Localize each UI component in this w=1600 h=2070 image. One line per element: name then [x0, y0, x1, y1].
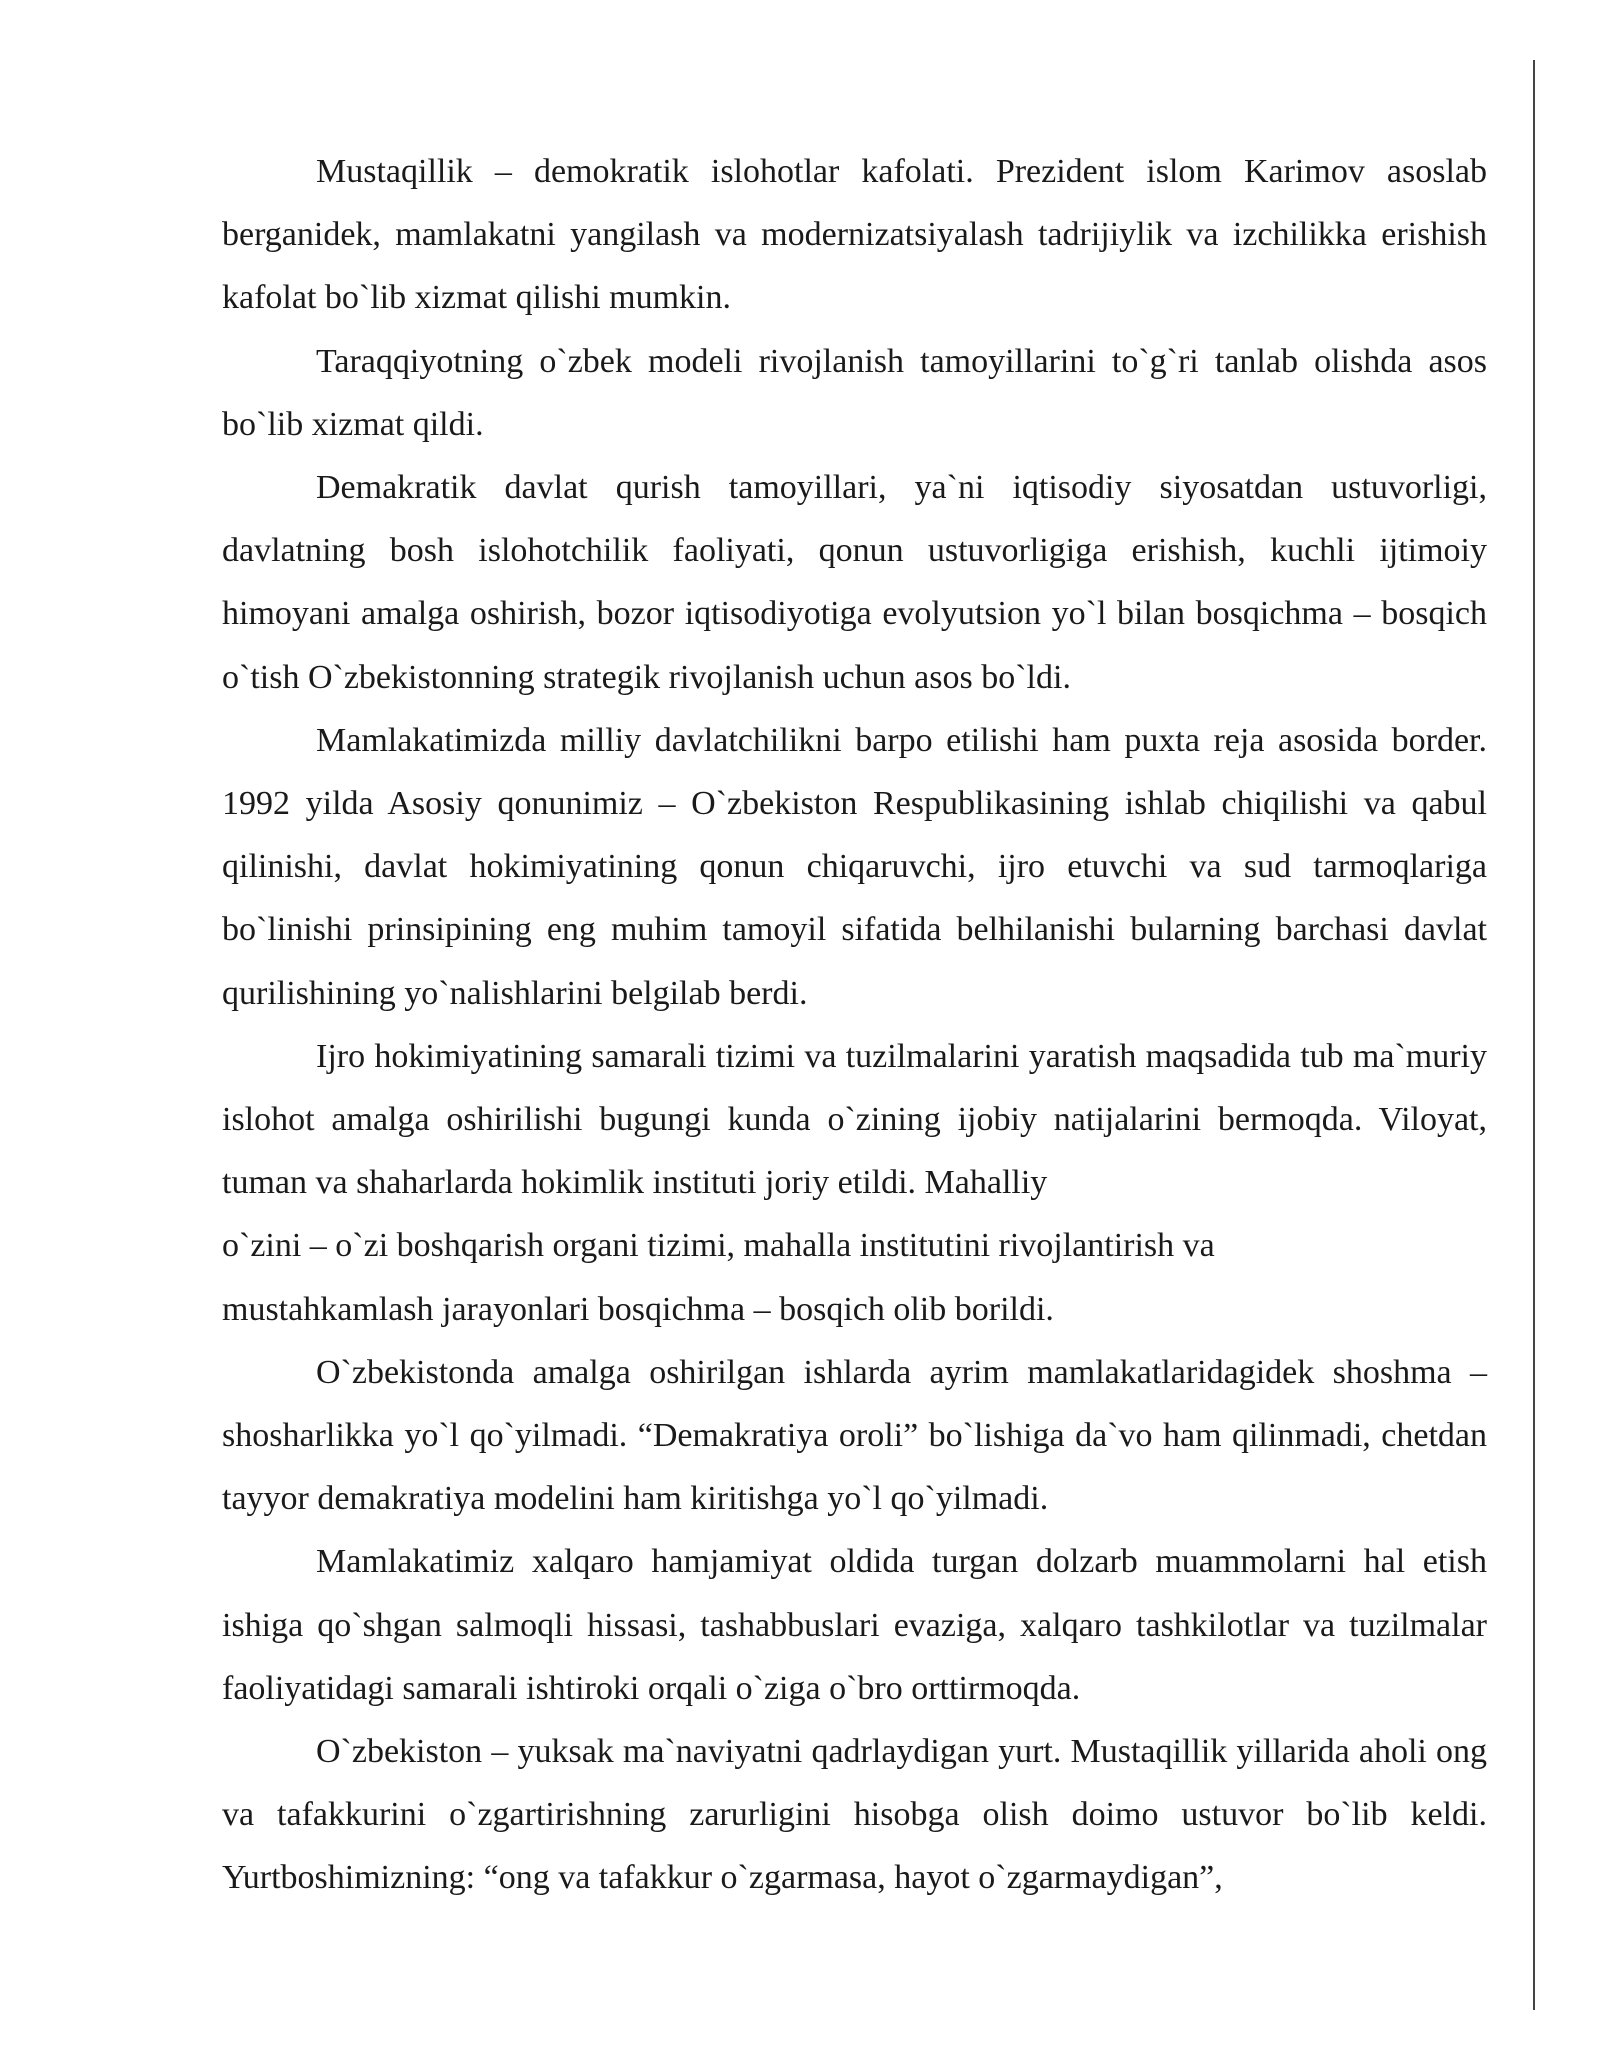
paragraph-demakratik-davlat: Demakratik davlat qurish tamoyillari, ya`ni iqtisodiy siyosatdan ustuvorligi, davlatning bosh islohotchilik faoliyati, qonun ustuvorligiga erishish, kuchli ijtimoiy himoyani amalga oshirish, bozor iqtisodiyotiga evolyutsion yo`l bilan bosqichma – bosqich o`tish O`zbekistonning strategik rivojlanish uchun asos bo`ldi.	[222, 469, 1487, 696]
paragraph-ijro-hokimiyati: Ijro hokimiyatining samarali tizimi va tuzilmalarini yaratish maqsadida tub ma`muriy islohot amalga oshirilishi bugungi kunda o`zining ijobiy natijalarini bermoqda. Viloyat, tuman va shaharlarda hokimlik instituti joriy etildi. Mahalliy	[222, 1037, 1487, 1202]
paragraph-mustaqillik: Mustaqillik – demokratik islohotlar kafolati. Prezident islom Karimov asoslab berganidek, mamlakatni yangilash va modernizatsiyalash tadrijiylik va izchilikka erishish kafolat bo`lib xizmat qilishi mumkin.	[222, 153, 1487, 317]
paragraph-ozbekistonda-ishlar: O`zbekistonda amalga oshirilgan ishlarda ayrim mamlakatlaridagidek shoshma – shosharlikka yo`l qo`yilmadi. “Demakratiya oroli” bo`lishiga da`vo ham qilinmadi, chetdan tayyor demakratiya modelini ham kiritishga yo`l qo`yilmadi.	[222, 1353, 1487, 1518]
paragraph-ijro-hokimiyati-line-3: mustahkamlash jarayonlari bosqichma – bosqich olib borildi.	[222, 1290, 1054, 1328]
document-body	[222, 140, 1487, 1910]
paragraph-xalqaro-hamjamiyat: Mamlakatimiz xalqaro hamjamiyat oldida turgan dolzarb muammolarni hal etish ishiga qo`shgan salmoqli hissasi, tashabbuslari evaziga, xalqaro tashkilotlar va tuzilmalar faoliyatidagi samarali ishtiroki orqali o`ziga o`bro orttirmoqda.	[222, 1543, 1487, 1707]
paragraph-milliy-davlatchilik: Mamlakatimizda milliy davlatchilikni barpo etilishi ham puxta reja asosida border. 1992 yilda Asosiy qonunimiz – O`zbekiston Respublikasining ishlab chiqilishi va qabul qilinishi, davlat hokimiyatining qonun chiqaruvchi, ijro etuvchi va sud tarmoqlariga bo`linishi prinsipining eng muhim tamoyil sifatida belhilanishi bularning barchasi davlat qurilishining yo`nalishlarini belgilab berdi.	[222, 721, 1487, 1012]
paragraph-taraqqiyot: Taraqqiyotning o`zbek modeli rivojlanish tamoyillarini to`g`ri tanlab olishda asos bo`lib xizmat qildi.	[222, 342, 1487, 443]
page-margin-rule	[1533, 60, 1535, 2010]
paragraph-manaviyat: O`zbekiston – yuksak ma`naviyatni qadrlaydigan yurt. Mustaqillik yillarida aholi ong va tafakkurini o`zgartirishning zarurligini hisobga olish doimo ustuvor bo`lib keldi. Yurtboshimizning: “ong va tafakkur o`zgarmasa, hayot o`zgarmaydigan”,	[222, 1733, 1487, 1897]
paragraph-ijro-hokimiyati-line-2: o`zini – o`zi boshqarish organi tizimi, mahalla institutini rivojlantirish va	[222, 1227, 1215, 1265]
